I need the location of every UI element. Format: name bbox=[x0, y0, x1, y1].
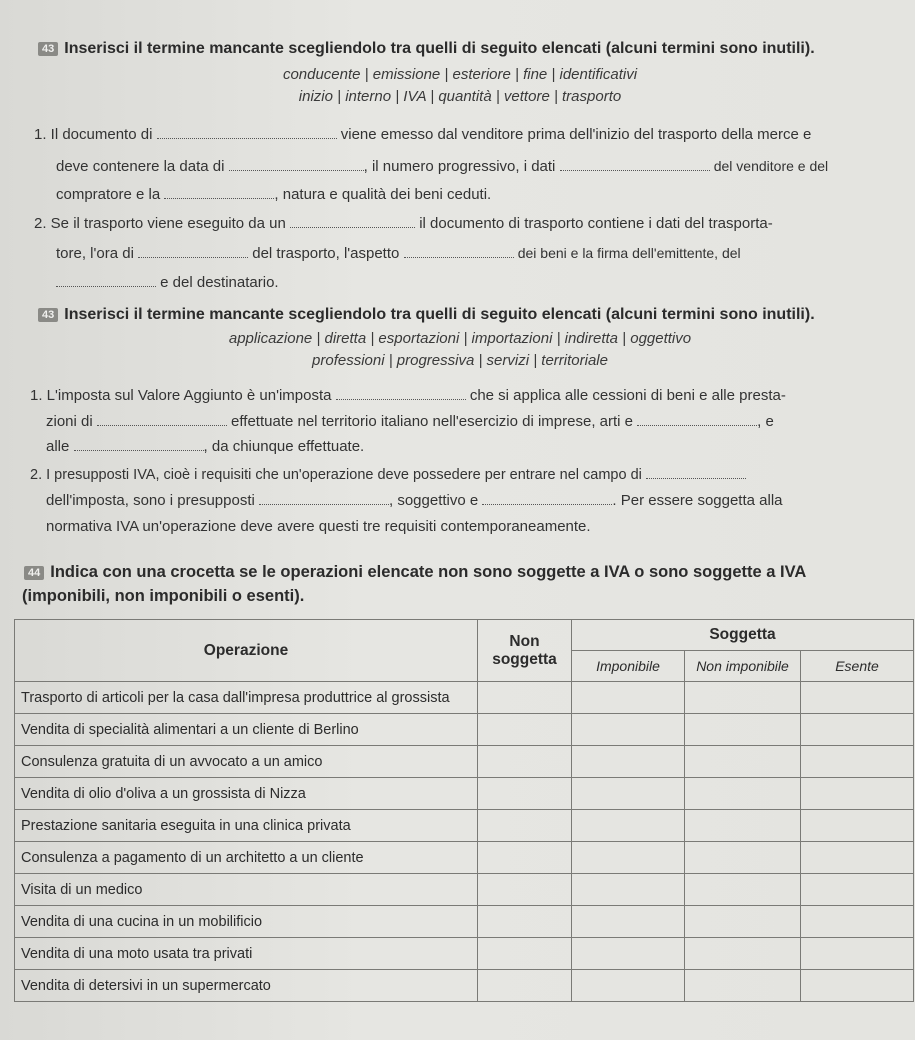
header-non-soggetta bbox=[478, 620, 572, 682]
operation-cell: Consulenza a pagamento di un architetto a un cliente bbox=[15, 842, 478, 874]
checkbox-cell-imponibile[interactable] bbox=[572, 714, 685, 746]
answer-blank[interactable] bbox=[74, 438, 204, 451]
table-row bbox=[15, 810, 914, 842]
table-row bbox=[15, 842, 914, 874]
text-fragment: 1. Il documento di bbox=[34, 126, 153, 143]
checkbox-cell-non-soggetta[interactable] bbox=[478, 746, 572, 778]
checkbox-cell-esente[interactable] bbox=[801, 714, 914, 746]
text-fragment: viene emesso dal venditore prima dell'inizio del trasporto della merce e bbox=[340, 126, 812, 143]
question-2-line-3 bbox=[46, 518, 591, 535]
checkbox-cell-esente[interactable] bbox=[801, 842, 914, 874]
checkbox-cell-non-imponibile[interactable] bbox=[685, 842, 801, 874]
question-2-line-1 bbox=[34, 215, 773, 232]
text-fragment: e del destinatario. bbox=[160, 274, 279, 291]
checkbox-cell-imponibile[interactable] bbox=[572, 842, 685, 874]
word-bank-line-2: professioni | progressiva | servizi | territoriale bbox=[312, 352, 608, 369]
table-row bbox=[15, 714, 914, 746]
question-1-line-1 bbox=[34, 126, 811, 143]
header-soggetta-label: soggetta bbox=[492, 650, 557, 668]
header-non-label: Non bbox=[509, 632, 540, 650]
checkbox-cell-imponibile[interactable] bbox=[572, 810, 685, 842]
question-2-line-3 bbox=[56, 274, 279, 291]
word-bank-line-1: conducente | emissione | esteriore | fine | identificativi bbox=[282, 66, 638, 83]
text-fragment: del trasporto, l'aspetto bbox=[252, 245, 400, 262]
header-esente: Esente bbox=[801, 651, 914, 682]
text-fragment: , soggettivo e bbox=[389, 492, 479, 509]
header-soggetta: Soggetta bbox=[572, 620, 914, 651]
text-fragment: , il numero progressivo, i dati bbox=[363, 158, 556, 175]
text-fragment: , e bbox=[757, 413, 774, 430]
checkbox-cell-imponibile[interactable] bbox=[572, 874, 685, 906]
text-fragment: il documento di trasporto contiene i dati del trasporta- bbox=[419, 215, 773, 232]
operation-cell: Vendita di una moto usata tra privati bbox=[15, 938, 478, 970]
question-1-line-1 bbox=[30, 387, 786, 404]
checkbox-cell-esente[interactable] bbox=[801, 874, 914, 906]
answer-blank[interactable] bbox=[560, 158, 710, 171]
text-fragment: che si applica alle cessioni di beni e alle presta- bbox=[469, 387, 786, 404]
text-fragment: del venditore e del bbox=[713, 158, 829, 174]
checkbox-cell-non-soggetta[interactable] bbox=[478, 842, 572, 874]
checkbox-cell-non-imponibile[interactable] bbox=[685, 970, 801, 1002]
checkbox-cell-esente[interactable] bbox=[801, 938, 914, 970]
checkbox-cell-esente[interactable] bbox=[801, 970, 914, 1002]
text-fragment: zioni di bbox=[46, 413, 93, 430]
checkbox-cell-non-soggetta[interactable] bbox=[478, 714, 572, 746]
checkbox-cell-non-imponibile[interactable] bbox=[685, 778, 801, 810]
checkbox-cell-non-imponibile[interactable] bbox=[685, 906, 801, 938]
question-2-line-2 bbox=[56, 245, 741, 262]
text-fragment: . Per essere soggetta alla bbox=[612, 492, 783, 509]
checkbox-cell-non-imponibile[interactable] bbox=[685, 714, 801, 746]
checkbox-cell-imponibile[interactable] bbox=[572, 970, 685, 1002]
answer-blank[interactable] bbox=[138, 245, 248, 258]
exercise-43-heading bbox=[38, 40, 815, 58]
operation-cell: Trasporto di articoli per la casa dall'impresa produttrice al grossista bbox=[15, 682, 478, 714]
table-row bbox=[15, 938, 914, 970]
exercise-instruction: Inserisci il termine mancante scegliendolo tra quelli di seguito elencati (alcuni termini sono inutili). bbox=[64, 306, 815, 323]
text-fragment: deve contenere la data di bbox=[56, 158, 225, 175]
text-fragment: dei beni e la firma dell'emittente, del bbox=[517, 245, 741, 261]
answer-blank[interactable] bbox=[157, 126, 337, 139]
exercise-43b-heading bbox=[38, 306, 815, 324]
answer-blank[interactable] bbox=[336, 387, 466, 400]
text-fragment: normativa IVA un'operazione deve avere questi tre requisiti contemporaneamente. bbox=[46, 518, 591, 535]
checkbox-cell-imponibile[interactable] bbox=[572, 938, 685, 970]
question-2-line-2 bbox=[46, 492, 783, 509]
checkbox-cell-imponibile[interactable] bbox=[572, 778, 685, 810]
table-row bbox=[15, 778, 914, 810]
checkbox-cell-non-soggetta[interactable] bbox=[478, 938, 572, 970]
checkbox-cell-non-soggetta[interactable] bbox=[478, 682, 572, 714]
answer-blank[interactable] bbox=[290, 215, 415, 228]
checkbox-cell-imponibile[interactable] bbox=[572, 682, 685, 714]
operation-cell: Consulenza gratuita di un avvocato a un amico bbox=[15, 746, 478, 778]
text-fragment: 2. I presupposti IVA, cioè i requisiti che un'operazione deve possedere per entrare nel campo di bbox=[30, 467, 642, 483]
operation-cell: Vendita di specialità alimentari a un cliente di Berlino bbox=[15, 714, 478, 746]
text-fragment: alle bbox=[46, 438, 70, 455]
checkbox-cell-non-imponibile[interactable] bbox=[685, 682, 801, 714]
table-row bbox=[15, 906, 914, 938]
checkbox-cell-non-imponibile[interactable] bbox=[685, 874, 801, 906]
word-bank-line-1: applicazione | diretta | esportazioni | importazioni | indiretta | oggettivo bbox=[228, 330, 692, 347]
exercise-number: 44 bbox=[24, 566, 44, 580]
iva-operations-table bbox=[14, 619, 914, 1002]
operation-cell: Vendita di detersivi in un supermercato bbox=[15, 970, 478, 1002]
checkbox-cell-imponibile[interactable] bbox=[572, 746, 685, 778]
checkbox-cell-non-imponibile[interactable] bbox=[685, 810, 801, 842]
table-row bbox=[15, 874, 914, 906]
answer-blank[interactable] bbox=[637, 413, 757, 426]
question-1-line-2 bbox=[56, 158, 828, 175]
table-row bbox=[15, 970, 914, 1002]
exercise-number: 43 bbox=[38, 308, 58, 322]
answer-blank[interactable] bbox=[259, 492, 389, 505]
exercise-number: 43 bbox=[38, 42, 58, 56]
checkbox-cell-esente[interactable] bbox=[801, 682, 914, 714]
answer-blank[interactable] bbox=[164, 186, 274, 199]
text-fragment: 2. Se il trasporto viene eseguito da un bbox=[34, 215, 286, 232]
answer-blank[interactable] bbox=[56, 274, 156, 287]
checkbox-cell-esente[interactable] bbox=[801, 746, 914, 778]
operation-cell: Vendita di olio d'oliva a un grossista di Nizza bbox=[15, 778, 478, 810]
operation-cell: Visita di un medico bbox=[15, 874, 478, 906]
text-fragment: 1. L'imposta sul Valore Aggiunto è un'imposta bbox=[30, 387, 332, 404]
exercise-44-heading-line-2: (imponibili, non imponibili o esenti). bbox=[22, 587, 305, 605]
checkbox-cell-esente[interactable] bbox=[801, 906, 914, 938]
answer-blank[interactable] bbox=[482, 492, 612, 505]
table-row bbox=[15, 746, 914, 778]
table-row bbox=[15, 682, 914, 714]
answer-blank[interactable] bbox=[229, 158, 364, 171]
exercise-instruction: Indica con una crocetta se le operazioni elencate non sono soggette a IVA o sono soggette a IVA bbox=[50, 563, 807, 581]
answer-blank[interactable] bbox=[646, 466, 746, 479]
checkbox-cell-esente[interactable] bbox=[801, 778, 914, 810]
question-1-line-3 bbox=[56, 186, 491, 203]
answer-blank[interactable] bbox=[97, 413, 227, 426]
text-fragment: , natura e qualità dei beni ceduti. bbox=[274, 186, 492, 203]
checkbox-cell-imponibile[interactable] bbox=[572, 906, 685, 938]
checkbox-cell-non-soggetta[interactable] bbox=[478, 874, 572, 906]
operation-cell: Vendita di una cucina in un mobilificio bbox=[15, 906, 478, 938]
text-fragment: tore, l'ora di bbox=[56, 245, 134, 262]
answer-blank[interactable] bbox=[404, 245, 514, 258]
text-fragment: compratore e la bbox=[56, 186, 161, 203]
checkbox-cell-non-soggetta[interactable] bbox=[478, 970, 572, 1002]
word-bank-line-2: inizio | interno | IVA | quantità | vettore | trasporto bbox=[298, 88, 622, 105]
header-operazione: Operazione bbox=[15, 620, 478, 682]
checkbox-cell-esente[interactable] bbox=[801, 810, 914, 842]
exercise-instruction: Inserisci il termine mancante scegliendolo tra quelli di seguito elencati (alcuni termini sono inutili). bbox=[64, 40, 815, 57]
checkbox-cell-non-imponibile[interactable] bbox=[685, 746, 801, 778]
question-1-line-3 bbox=[46, 438, 364, 455]
operation-cell: Prestazione sanitaria eseguita in una clinica privata bbox=[15, 810, 478, 842]
checkbox-cell-non-soggetta[interactable] bbox=[478, 810, 572, 842]
question-1-line-2 bbox=[46, 413, 774, 430]
question-2-line-1 bbox=[30, 466, 746, 483]
header-non-imponibile: Non imponibile bbox=[685, 651, 801, 682]
exercise-44-heading bbox=[24, 563, 806, 582]
text-fragment: effettuate nel territorio italiano nell'esercizio di imprese, arti e bbox=[231, 413, 633, 430]
checkbox-cell-non-soggetta[interactable] bbox=[478, 778, 572, 810]
text-fragment: dell'imposta, sono i presupposti bbox=[46, 492, 255, 509]
checkbox-cell-non-imponibile[interactable] bbox=[685, 938, 801, 970]
header-imponibile: Imponibile bbox=[572, 651, 685, 682]
text-fragment: , da chiunque effettuate. bbox=[203, 438, 365, 455]
checkbox-cell-non-soggetta[interactable] bbox=[478, 906, 572, 938]
